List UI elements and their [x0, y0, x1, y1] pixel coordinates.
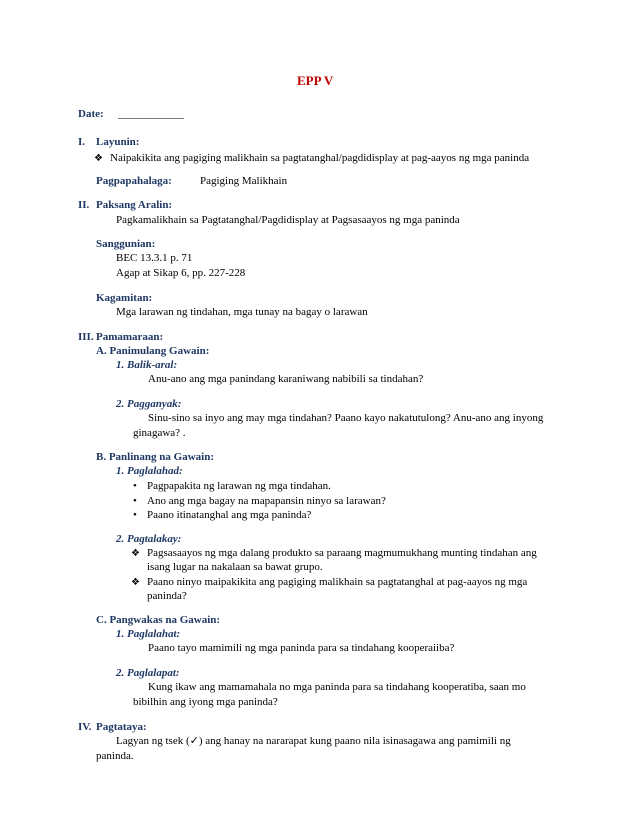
subsection-b-heading: B. Panlinang na Gawain:: [96, 451, 214, 463]
section-1-number: I.: [78, 136, 86, 148]
discussion-item-2-line2: paninda?: [147, 590, 187, 602]
a-item-1-label: 1. Balik-aral:: [116, 359, 178, 371]
section-3-number: III.: [78, 331, 94, 343]
diamond-bullet-icon: ❖: [131, 548, 140, 559]
document-title: EPP V: [297, 73, 334, 88]
a-item-2-text-line2: ginagawa? .: [133, 427, 186, 439]
section-2-number: II.: [78, 199, 90, 211]
section-1-heading: Layunin:: [96, 136, 140, 148]
objective-text: Naipakikita ang pagiging malikhain sa pagtatanghal/pagdidisplay at pag-aayos ng mga paninda: [110, 152, 530, 164]
date-blank: ____________: [118, 108, 184, 120]
list-item: • Pagpapakita ng larawan ng mga tindahan.: [133, 480, 331, 492]
discussion-item-2: ❖ Paano ninyo maipakikita ang pagiging malikhain sa pagtatanghal at pag-aayos ng mga: [131, 574, 527, 591]
c-item-1-text: Paano tayo mamimili ng mga paninda para sa tindahang kooperaiiba?: [148, 642, 455, 654]
list-item: • Ano ang mga bagay na mapapansin ninyo sa larawan?: [133, 495, 386, 507]
a-item-2-label: 2. Pagganyak:: [116, 398, 182, 410]
section-4-number: IV.: [78, 721, 92, 733]
section-3-heading: Pamamaraan:: [96, 331, 164, 343]
b-item-1-label: 1. Paglalahad:: [116, 465, 183, 477]
c-item-2-text-line2: bibilhin ang iyong mga paninda?: [133, 696, 278, 708]
c-item-2-text-line1: Kung ikaw ang mamamahala no mga paninda para sa tindahang kooperatiba, saan mo: [148, 681, 526, 693]
a-item-2-text-line1: Sinu-sino sa inyo ang may mga tindahan? Paano kayo nakatutulong? Anu-ano ang inyong: [148, 412, 544, 424]
values-text: Pagiging Malikhain: [200, 175, 288, 187]
evaluation-instruction: Lagyan ng tsek (✓) ang hanay na nararapat kung paano nila isinasagawa ang pamimili ng: [116, 734, 511, 747]
list-item: • Paano itinatanghal ang mga paninda?: [133, 509, 312, 521]
objective-item: [94, 150, 529, 167]
bullet-icon: •: [133, 495, 137, 507]
materials-label: Kagamitan:: [96, 292, 153, 304]
bullet-icon: •: [133, 480, 137, 492]
section-2-heading: Paksang Aralin:: [96, 199, 173, 211]
c-item-1-label: 1. Paglalahat:: [116, 628, 181, 640]
materials-text: Mga larawan ng tindahan, mga tunay na bagay o larawan: [116, 306, 368, 318]
check-mark-icon: ✓: [189, 734, 199, 747]
subsection-a-heading: A. Panimulang Gawain:: [96, 345, 210, 357]
values-label: Pagpapahalaga:: [96, 175, 172, 187]
section-4-heading: Pagtataya:: [96, 721, 147, 733]
subsection-c-heading: C. Pangwakas na Gawain:: [96, 614, 221, 626]
diamond-bullet-icon: ❖: [131, 577, 140, 588]
reference-1: BEC 13.3.1 p. 71: [116, 252, 193, 264]
discussion-item-1: ❖ Pagsasaayos ng mga dalang produkto sa paraang magmumukhang munting tindahan ang: [131, 545, 537, 562]
c-item-2-label: 2. Paglalapat:: [116, 667, 180, 679]
topic-text: Pagkamalikhain sa Pagtatanghal/Pagdidisplay at Pagsasaayos ng mga paninda: [116, 214, 460, 226]
b-item-2-label: 2. Pagtalakay:: [116, 533, 182, 545]
discussion-item-1-line2: isang lugar na nakalaan sa bawat grupo.: [147, 561, 323, 573]
evaluation-instruction-line2: paninda.: [96, 750, 134, 762]
date-label: Date:: [78, 108, 104, 120]
bullet-icon: •: [133, 509, 137, 521]
references-label: Sanggunian:: [96, 238, 156, 250]
reference-2: Agap at Sikap 6, pp. 227-228: [116, 267, 246, 279]
diamond-bullet-icon: ❖: [94, 153, 103, 164]
a-item-1-text: Anu-ano ang mga panindang karaniwang nabibili sa tindahan?: [148, 373, 424, 385]
